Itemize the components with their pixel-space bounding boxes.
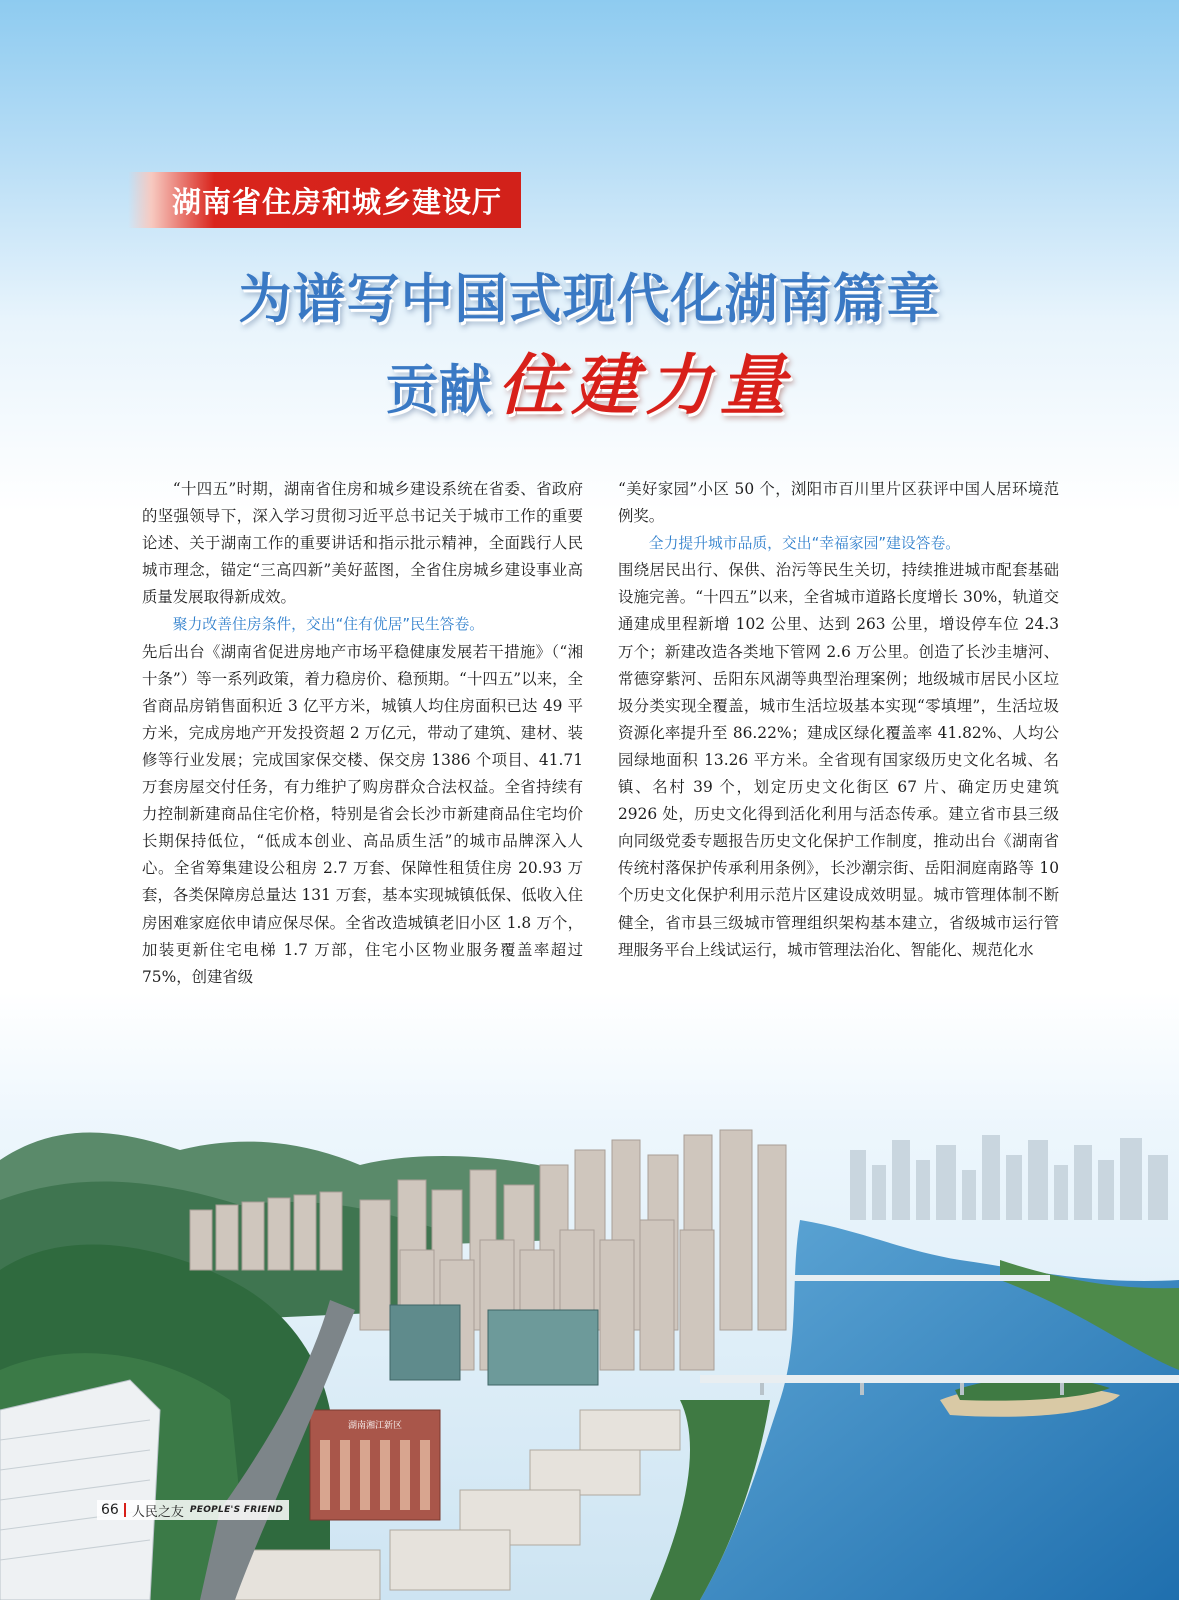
city-aerial-photo	[0, 1110, 1179, 1600]
bridge-lower	[700, 1375, 1179, 1383]
section-heading-housing: 聚力改善住房条件，交出“住有优居”民生答卷。	[172, 616, 485, 634]
white-building	[0, 1380, 160, 1600]
department-name: 湖南省住房和城乡建设厅	[172, 184, 503, 219]
headline-line-2-prefix: 贡献	[385, 360, 492, 421]
page-footer	[97, 1500, 289, 1520]
section-heading-city: 全力提升城市品质，交出“幸福家园”建设答卷。	[648, 535, 961, 553]
paragraph-intro: “十四五”时期，湖南省住房和城乡建设系统在省委、省政府的坚强领导下，深入学习贯彻习近平总书记关于城市工作的重要论述、关于湖南工作的重要讲话和指示批示精神，全面践行人民城市理念，锚定“三高四新”美好蓝图，全省住房城乡建设事业高质量发展取得新成效。	[142, 480, 583, 607]
glass-office-b	[488, 1310, 598, 1385]
building-sign: 湖南湘江新区	[347, 1421, 403, 1431]
paragraph-city-body: 围绕居民出行、保供、治污等民生关切，持续推进城市配套基础设施完善。“十四五”以来，全省城市道路长度增长 30%，轨道交通建成里程新增 102 公里、达到 263 公里，增设停车位 24.3 万个；新建改造各类地下管网 2.6 万公里。创造了长沙圭塘河、常德穿紫河、岳阳东风湖等典型治理案例；地级城市居民小区垃圾分类实现全覆盖，城市生活垃圾基本实现“零填埋”，生活垃圾资源化率提升至 86.22%；建成区绿化覆盖率 41.82%、人均公园绿地面积 13.26 平方米。全省现有国家级历史文化名城、名镇、名村 39 个，划定历史文化街区 67 片、确定历史建筑 2926 处，历史文化得到活化利用与活态传承。建立省市县三级向同级党委专题报告历史文化保护工作制度，推动出台《湖南省传统村落保护传承利用条例》，长沙潮宗街、岳阳洞庭南路等 10 个历史文化保护利用示范片区建设成效明显。城市管理体制不断健全，省市县三级城市管理组织架构基本建立，省级城市运行管理服务平台上线试运行，城市管理法治化、智能化、规范化水	[618, 561, 1059, 959]
paragraph-city	[618, 530, 1059, 557]
paragraph-housing-continued: “美好家园”小区 50 个，浏阳市百川里片区获评中国人居环境范例奖。	[618, 480, 1059, 526]
bridge-upper	[790, 1275, 1050, 1281]
headline-emphasis: 住建力量	[497, 346, 794, 424]
paragraph-housing	[142, 611, 583, 638]
headline-line-2	[0, 342, 1179, 434]
headline	[0, 258, 1179, 434]
headline-line-1: 为谱写中国式现代化湖南篇章	[238, 269, 941, 330]
footer-divider	[124, 1503, 126, 1517]
article-column-right	[618, 476, 1059, 964]
magazine-name-cn: 人民之友	[131, 1504, 184, 1520]
paragraph-housing-body: 先后出台《湖南省促进房地产市场平稳健康发展若干措施》（“湘十条”）等一系列政策，着力稳房价、稳预期。“十四五”以来，全省商品房销售面积近 3 亿平方米，城镇人均住房面积已达 49 平方米，完成房地产开发投资超 2 万亿元，带动了建筑、建材、装修等行业发展；完成国家保交楼、保交房 1386 个项目、41.71 万套房屋交付任务，有力维护了购房群众合法权益。全省持续有力控制新建商品住宅价格，特别是省会长沙市新建商品住宅均价长期保持低位，“低成本创业、高品质生活”的城市品牌深入人心。全省筹集建设公租房 2.7 万套、保障性租赁住房 20.93 万套，各类保障房总量达 131 万套，基本实现城镇低保、低收入住房困难家庭依申请应保尽保。全省改造城镇老旧小区 1.8 万个，加装更新住宅电梯 1.7 万部，住宅小区物业服务覆盖率超过 75%，创建省级	[142, 642, 583, 986]
glass-office-a	[390, 1305, 460, 1380]
article-column-left	[142, 476, 583, 991]
page-number: 66	[101, 1502, 119, 1518]
magazine-name-en: PEOPLE'S FRIEND	[189, 1505, 284, 1515]
department-banner	[128, 172, 521, 228]
